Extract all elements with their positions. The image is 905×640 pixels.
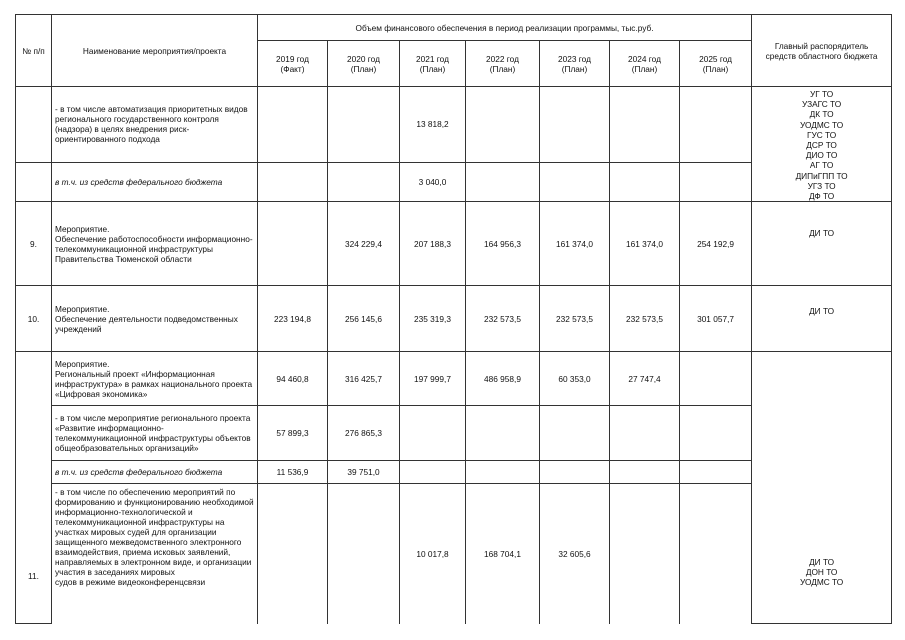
value-cell <box>680 484 752 624</box>
value-cell: 32 605,6 <box>540 484 610 624</box>
responsible-cell: ДИ ТО <box>752 286 892 352</box>
header-year: 2025 год (План) <box>680 41 752 87</box>
document-page <box>15 14 892 624</box>
header-year: 2022 год (План) <box>466 41 540 87</box>
value-cell: 168 704,1 <box>466 484 540 624</box>
value-cell: 13 818,2 <box>400 87 466 163</box>
value-cell <box>680 352 752 406</box>
value-cell <box>610 484 680 624</box>
responsible-cell: ДИ ТО ДОН ТО УОДМС ТО <box>752 352 892 624</box>
header-year: 2020 год (План) <box>328 41 400 87</box>
value-cell <box>258 202 328 286</box>
value-cell <box>466 461 540 484</box>
value-cell: 324 229,4 <box>328 202 400 286</box>
row-name: в т.ч. из средств федерального бюджета <box>52 162 258 201</box>
value-cell <box>680 461 752 484</box>
value-cell: 301 057,7 <box>680 286 752 352</box>
value-cell <box>258 87 328 163</box>
row-index: 9. <box>16 202 52 286</box>
row-name: Мероприятие. Региональный проект «Информационная инфраструктура» в рамках национального проекта «Цифровая экономика» <box>52 352 258 406</box>
value-cell: 223 194,8 <box>258 286 328 352</box>
header-responsible: Главный распорядитель средств областного бюджета <box>752 15 892 87</box>
value-cell: 235 319,3 <box>400 286 466 352</box>
row-index <box>16 162 52 201</box>
value-cell <box>540 87 610 163</box>
value-cell: 10 017,8 <box>400 484 466 624</box>
value-cell: 232 573,5 <box>466 286 540 352</box>
row-name: - в том числе автоматизация приоритетных видов регионального государственного контроля (надзора) в целях внедрения риск-ориентированного подхода <box>52 87 258 163</box>
value-cell: 11 536,9 <box>258 461 328 484</box>
responsible-cell: УГ ТО УЗАГС ТО ДК ТО УОДМС ТО ГУС ТО ДСР ТО ДИО ТО АГ ТО ДИПиГПП ТО УГЗ ТО ДФ ТО <box>752 87 892 202</box>
value-cell <box>258 162 328 201</box>
value-cell <box>400 461 466 484</box>
value-cell <box>328 87 400 163</box>
value-cell: 57 899,3 <box>258 406 328 461</box>
table-row <box>16 202 892 286</box>
value-cell <box>466 162 540 201</box>
header-num: № п/п <box>16 15 52 87</box>
value-cell: 39 751,0 <box>328 461 400 484</box>
value-cell <box>328 162 400 201</box>
header-funding: Объем финансового обеспечения в период реализации программы, тыс.руб. <box>258 15 752 41</box>
value-cell <box>610 87 680 163</box>
value-cell <box>466 87 540 163</box>
value-cell <box>328 484 400 624</box>
value-cell <box>466 406 540 461</box>
header-year: 2019 год (Факт) <box>258 41 328 87</box>
table-row <box>16 87 892 163</box>
value-cell <box>610 162 680 201</box>
value-cell: 207 188,3 <box>400 202 466 286</box>
value-cell <box>540 162 610 201</box>
header-row-top <box>16 15 892 41</box>
header-year: 2021 год (План) <box>400 41 466 87</box>
value-cell: 276 865,3 <box>328 406 400 461</box>
value-cell: 161 374,0 <box>610 202 680 286</box>
table-row <box>16 352 892 406</box>
value-cell <box>680 406 752 461</box>
header-name: Наименование мероприятия/проекта <box>52 15 258 87</box>
row-name: Мероприятие. Обеспечение деятельности подведомственных учреждений <box>52 286 258 352</box>
value-cell: 60 353,0 <box>540 352 610 406</box>
value-cell: 161 374,0 <box>540 202 610 286</box>
value-cell: 486 958,9 <box>466 352 540 406</box>
row-index <box>16 87 52 163</box>
value-cell: 164 956,3 <box>466 202 540 286</box>
row-name: - в том числе по обеспечению мероприятий по формированию и функционированию необходимой информационно-технологической и телекоммуникационной инфраструктуры на участках мировых судей для организации защищенного межведомственного электронного взаимодействия, приема исковых заявлений, направляемых в электронном виде, и организации участия в заседаниях мировых судов в режиме видеоконференцсвязи <box>52 484 258 624</box>
row-name: Мероприятие. Обеспечение работоспособности информационно-телекоммуникационной инфраструктуры Правительства Тюменской области <box>52 202 258 286</box>
value-cell: 256 145,6 <box>328 286 400 352</box>
value-cell: 3 040,0 <box>400 162 466 201</box>
row-name: - в том числе мероприятие регионального проекта «Развитие информационно-телекоммуникационной инфраструктуры объектов общеобразовательных организаций» <box>52 406 258 461</box>
value-cell: 254 192,9 <box>680 202 752 286</box>
value-cell: 27 747,4 <box>610 352 680 406</box>
value-cell: 232 573,5 <box>610 286 680 352</box>
value-cell <box>680 162 752 201</box>
row-index: 10. <box>16 286 52 352</box>
responsible-cell: ДИ ТО <box>752 202 892 286</box>
value-cell <box>680 87 752 163</box>
value-cell <box>540 461 610 484</box>
header-year: 2023 год (План) <box>540 41 610 87</box>
header-year: 2024 год (План) <box>610 41 680 87</box>
value-cell: 197 999,7 <box>400 352 466 406</box>
value-cell <box>258 484 328 624</box>
value-cell: 316 425,7 <box>328 352 400 406</box>
value-cell: 94 460,8 <box>258 352 328 406</box>
funding-table <box>15 14 892 624</box>
value-cell <box>610 461 680 484</box>
value-cell <box>540 406 610 461</box>
value-cell <box>400 406 466 461</box>
row-index: 11. <box>16 352 52 624</box>
row-name: в т.ч. из средств федерального бюджета <box>52 461 258 484</box>
value-cell: 232 573,5 <box>540 286 610 352</box>
value-cell <box>610 406 680 461</box>
table-row <box>16 286 892 352</box>
